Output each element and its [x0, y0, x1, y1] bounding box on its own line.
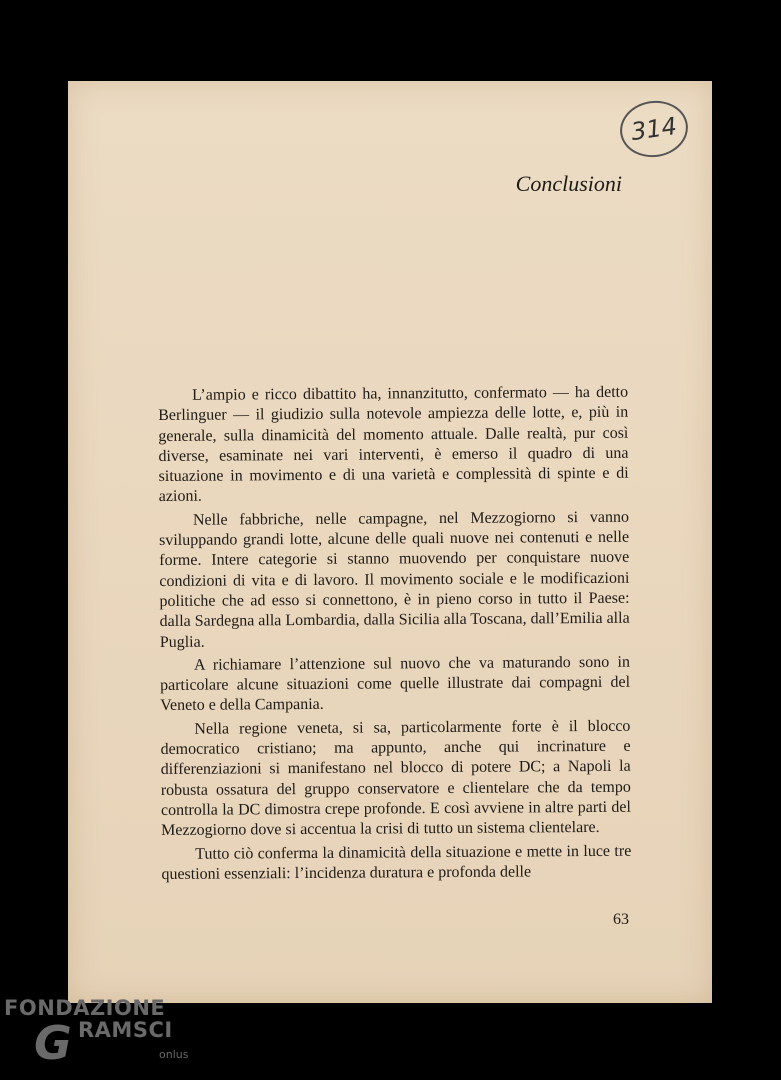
- body-text: [158, 383, 631, 888]
- paragraph: A richiamare l’attenzione sul nuovo che va maturando sono in particolare alcune situazioni come quelle illustrate dai compagni del Veneto e della Campania.: [160, 653, 631, 715]
- fondazione-gramsci-logo: [4, 996, 194, 1076]
- logo-initial: G: [34, 1016, 72, 1070]
- logo-line1: FONDAZIONE: [4, 996, 166, 1020]
- logo-suffix: onlus: [159, 1048, 189, 1061]
- paragraph: Nelle fabbriche, nelle campagne, nel Mezzogiorno si vanno sviluppando grandi lotte, alcune delle quali nuove nei contenuti e nelle forme. Intere categorie si stanno muovendo per conquistare nuove condizioni di vita e di lavoro. Il movimento sociale e le modificazioni politiche che ad esso si connettono, è in pieno corso in tutto il Paese: dalla Sardegna alla Lombardia, dalla Sicilia alla Toscana, dall’Emilia alla Puglia.: [159, 508, 630, 651]
- paragraph: L’ampio e ricco dibattito ha, innanzitutto, confermato — ha detto Berlinguer — il giudizio sulla notevole ampiezza delle lotte, e, più in generale, sulla dinamicità del momento attuale. Dalle realtà, pur così diverse, esaminate nei vari interventi, è emerso il quadro di una situazione in movimento e di una varietà e complessità di spinte e di azioni.: [158, 383, 629, 506]
- document-page: [68, 81, 712, 1003]
- page-title: Conclusioni: [515, 171, 622, 196]
- paragraph: Nella regione veneta, si sa, particolarmente forte è il blocco democratico cristiano; ma appunto, anche qui incrinature e differenziazioni si manifestano nel blocco di potere DC; a Napoli la robusta ossatura del gruppo conservatore e clientelare che da tempo controlla la DC dimostra crepe profonde. E così avviene in altre parti del Mezzogiorno dove si accentua la crisi di tutto un sistema clientelare.: [160, 717, 632, 840]
- paragraph: Tutto ciò conferma la dinamicità della situazione e mette in luce tre questioni essenziali: l’incidenza duratura e profonda delle: [161, 842, 632, 883]
- logo-line2: RAMSCI: [78, 1018, 173, 1042]
- handwritten-annotation: 314: [616, 97, 691, 162]
- page-number: 63: [613, 911, 629, 928]
